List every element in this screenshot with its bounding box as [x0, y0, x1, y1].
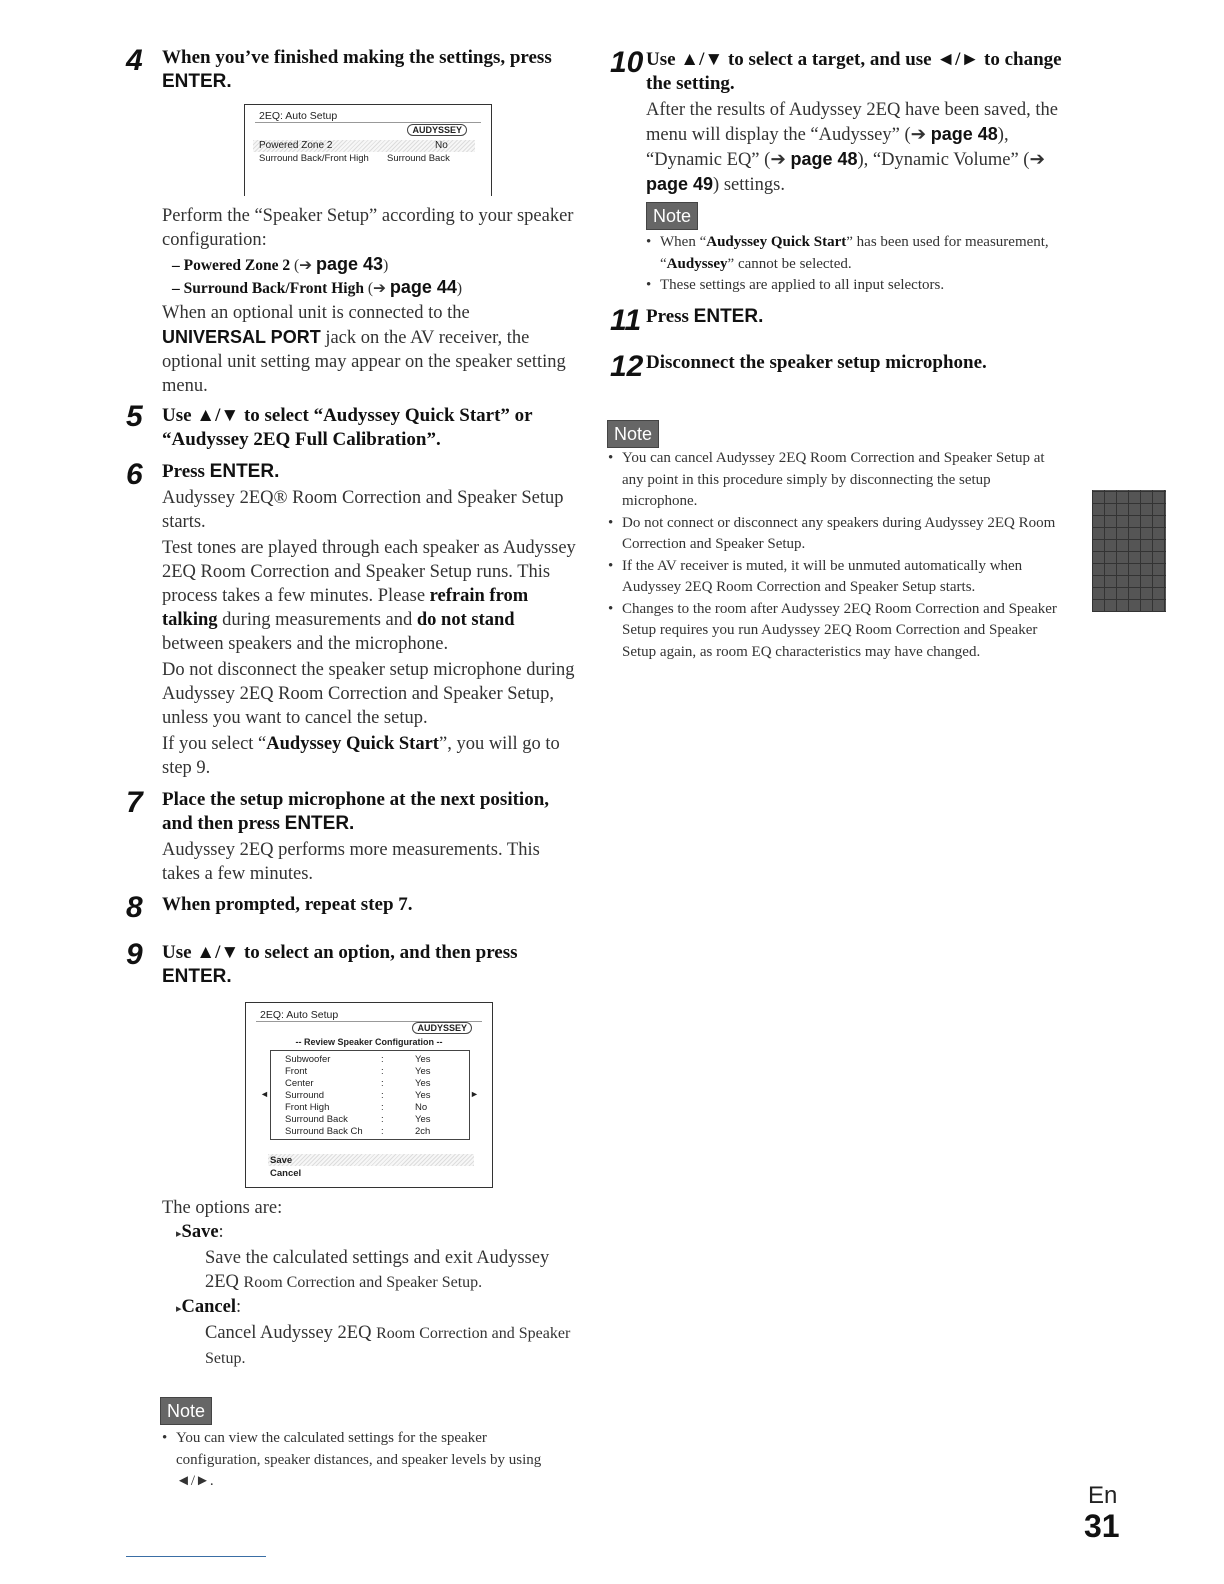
step-number-4: 4: [126, 44, 143, 77]
note-badge-step-9: Note: [160, 1397, 212, 1425]
separator: :: [381, 1102, 384, 1113]
screen-subtitle: -- Review Speaker Configuration --: [295, 1037, 443, 1047]
option-save: ▸Save:: [176, 1222, 224, 1242]
speaker-config-row: [285, 1054, 445, 1066]
cancel-option[interactable]: Cancel: [270, 1168, 302, 1179]
speaker-name: Surround Back: [285, 1114, 348, 1125]
surround-back-front-high-row[interactable]: Surround Back/Front High: [259, 153, 369, 164]
footer-rule: [126, 1556, 266, 1557]
speaker-value: Yes: [415, 1078, 431, 1089]
step-4-heading: When you’ve finished making the settings, press ENTER.: [162, 47, 552, 92]
speaker-name: Center: [285, 1078, 314, 1089]
step-10-body: Use ▲/▼ to select a target, and use ◄/► to change the setting. After the results of Audyssey 2EQ have been saved, the menu will display the “Audyssey” (➔ page 48), “Dynamic EQ” (➔ page 48), “Dynamic Volume” (➔ page 49) settings.: [646, 49, 1062, 195]
general-note: [608, 448, 1064, 663]
auto-setup-screen-1: [244, 104, 492, 196]
step-12-heading: Disconnect the speaker setup microphone.: [646, 352, 987, 373]
audyssey-logo: AUDYSSEY: [412, 1022, 472, 1034]
speaker-config-row: [285, 1066, 445, 1078]
screen-title: 2EQ: Auto Setup: [259, 110, 338, 122]
ref-surround-back-front-high: – Surround Back/Front High (➔ page 44): [172, 276, 463, 297]
left-arrow-icon[interactable]: ◄: [260, 1089, 269, 1099]
page-number: 31: [1084, 1508, 1120, 1544]
speaker-config-row: [285, 1078, 445, 1090]
speaker-config-row: [285, 1114, 445, 1126]
right-arrow-icon[interactable]: ►: [470, 1089, 479, 1099]
speaker-value: Yes: [415, 1090, 431, 1101]
universal-port-paragraph: When an optional unit is connected to the UNIVERSAL PORT jack on the AV receiver, the optional unit setting may appear on the speaker setting menu.: [162, 303, 566, 396]
note-item: • Do not connect or disconnect any speakers during Audyssey 2EQ Room Correction and Speaker Setup.: [608, 513, 1064, 556]
step-8-heading: When prompted, repeat step 7.: [162, 894, 413, 915]
speaker-name: Subwoofer: [285, 1054, 331, 1065]
step-number-7: 7: [126, 786, 143, 819]
speaker-name: Surround: [285, 1090, 325, 1101]
step-7-body: Place the setup microphone at the next position, and then press ENTER. Audyssey 2EQ performs more measurements. This takes a few minutes.: [162, 789, 550, 884]
speaker-config-table: [270, 1050, 470, 1140]
speaker-value: No: [415, 1102, 428, 1113]
save-option[interactable]: Save: [270, 1155, 293, 1166]
separator: :: [381, 1126, 384, 1137]
audyssey-logo: AUDYSSEY: [407, 124, 467, 136]
step-number-5: 5: [126, 400, 143, 433]
separator: :: [381, 1066, 384, 1077]
separator: :: [381, 1078, 384, 1089]
note-item: • You can cancel Audyssey 2EQ Room Correction and Speaker Setup at any point in this procedure simply by disconnecting the setup microphone.: [608, 448, 1064, 513]
powered-zone-2-row[interactable]: Powered Zone 2: [259, 140, 333, 151]
step-9-options: The options are: ▸Save: Save the calculated settings and exit Audyssey 2EQ Room Correction and Speaker Setup. ▸Cancel: Cancel Audyssey 2EQ Room Correction and Speaker Setup.: [162, 1196, 578, 1371]
step-number-6: 6: [126, 458, 143, 491]
note-step-10: • When “Audyssey Quick Start” has been used for measurement, “Audyssey” cannot be selected. • These settings are applied to all input selectors.: [646, 232, 1062, 297]
step-11-heading: Press ENTER.: [646, 306, 764, 327]
powered-zone-2-value: No: [435, 140, 448, 151]
language-label: En: [1088, 1482, 1118, 1509]
speaker-name: Surround Back Ch: [285, 1126, 363, 1137]
speaker-name: Front High: [285, 1102, 330, 1113]
section-tab-marker: [1092, 490, 1166, 612]
ref-powered-zone-2: – Powered Zone 2 (➔ page 43): [172, 254, 389, 274]
surround-back-front-high-value: Surround Back: [387, 153, 450, 164]
option-cancel: ▸Cancel:: [176, 1297, 242, 1317]
speaker-value: Yes: [415, 1114, 431, 1125]
step-5-heading: Use ▲/▼ to select “Audyssey Quick Start” or “Audyssey 2EQ Full Calibration”.: [162, 405, 533, 450]
step-number-11: 11: [610, 304, 642, 337]
note-badge-general: Note: [607, 420, 659, 448]
speaker-value: Yes: [415, 1054, 431, 1065]
step-number-10: 10: [610, 46, 644, 79]
note-step-9: • You can view the calculated settings for the speaker configuration, speaker distances, and speaker levels by using ◄/►.: [162, 1428, 562, 1493]
note-badge-step-10: Note: [646, 202, 698, 230]
step-number-9: 9: [126, 938, 143, 971]
separator: :: [381, 1054, 384, 1065]
separator: :: [381, 1114, 384, 1125]
step-9-heading: Use ▲/▼ to select an option, and then press ENTER.: [162, 942, 518, 987]
step-number-8: 8: [126, 891, 143, 924]
step-4-body: Perform the “Speaker Setup” according to your speaker configuration: – Powered Zone 2 (➔ page 43) – Surround Back/Front High (➔ page 44) When an optional unit is connected to the UNIVERSAL PORT jack on the AV receiver, the optional unit setting may appear on the speaker setting menu.: [162, 204, 578, 398]
separator: :: [381, 1090, 384, 1101]
speaker-value: 2ch: [415, 1126, 431, 1137]
speaker-config-row: [285, 1090, 445, 1102]
step-6-body: Press ENTER. Audyssey 2EQ® Room Correction and Speaker Setup starts. Test tones are played through each speaker as Audyssey 2EQ Room Correction and Speaker Setup runs. This process takes a few minutes. Please refrain from talking during measurements and do not stand between speakers and the microphone. Do not disconnect the speaker setup microphone during Audyssey 2EQ Room Correction and Speaker Setup, unless you want to cancel the setup. If you select “Audyssey Quick Start”, you will go to step 9.: [162, 461, 576, 778]
screen-title: 2EQ: Auto Setup: [260, 1009, 339, 1021]
speaker-config-row: [285, 1126, 445, 1138]
review-speaker-configuration-screen: [245, 1002, 493, 1188]
note-item: • If the AV receiver is muted, it will be unmuted automatically when Audyssey 2EQ Room Correction and Speaker Setup starts.: [608, 556, 1064, 599]
note-item: • Changes to the room after Audyssey 2EQ Room Correction and Speaker Setup requires you run Audyssey 2EQ Room Correction and Speaker Setup again, as room EQ characteristics may have changed.: [608, 599, 1064, 664]
speaker-config-row: [285, 1102, 445, 1114]
speaker-value: Yes: [415, 1066, 431, 1077]
step-number-12: 12: [610, 350, 644, 383]
speaker-name: Front: [285, 1066, 308, 1077]
